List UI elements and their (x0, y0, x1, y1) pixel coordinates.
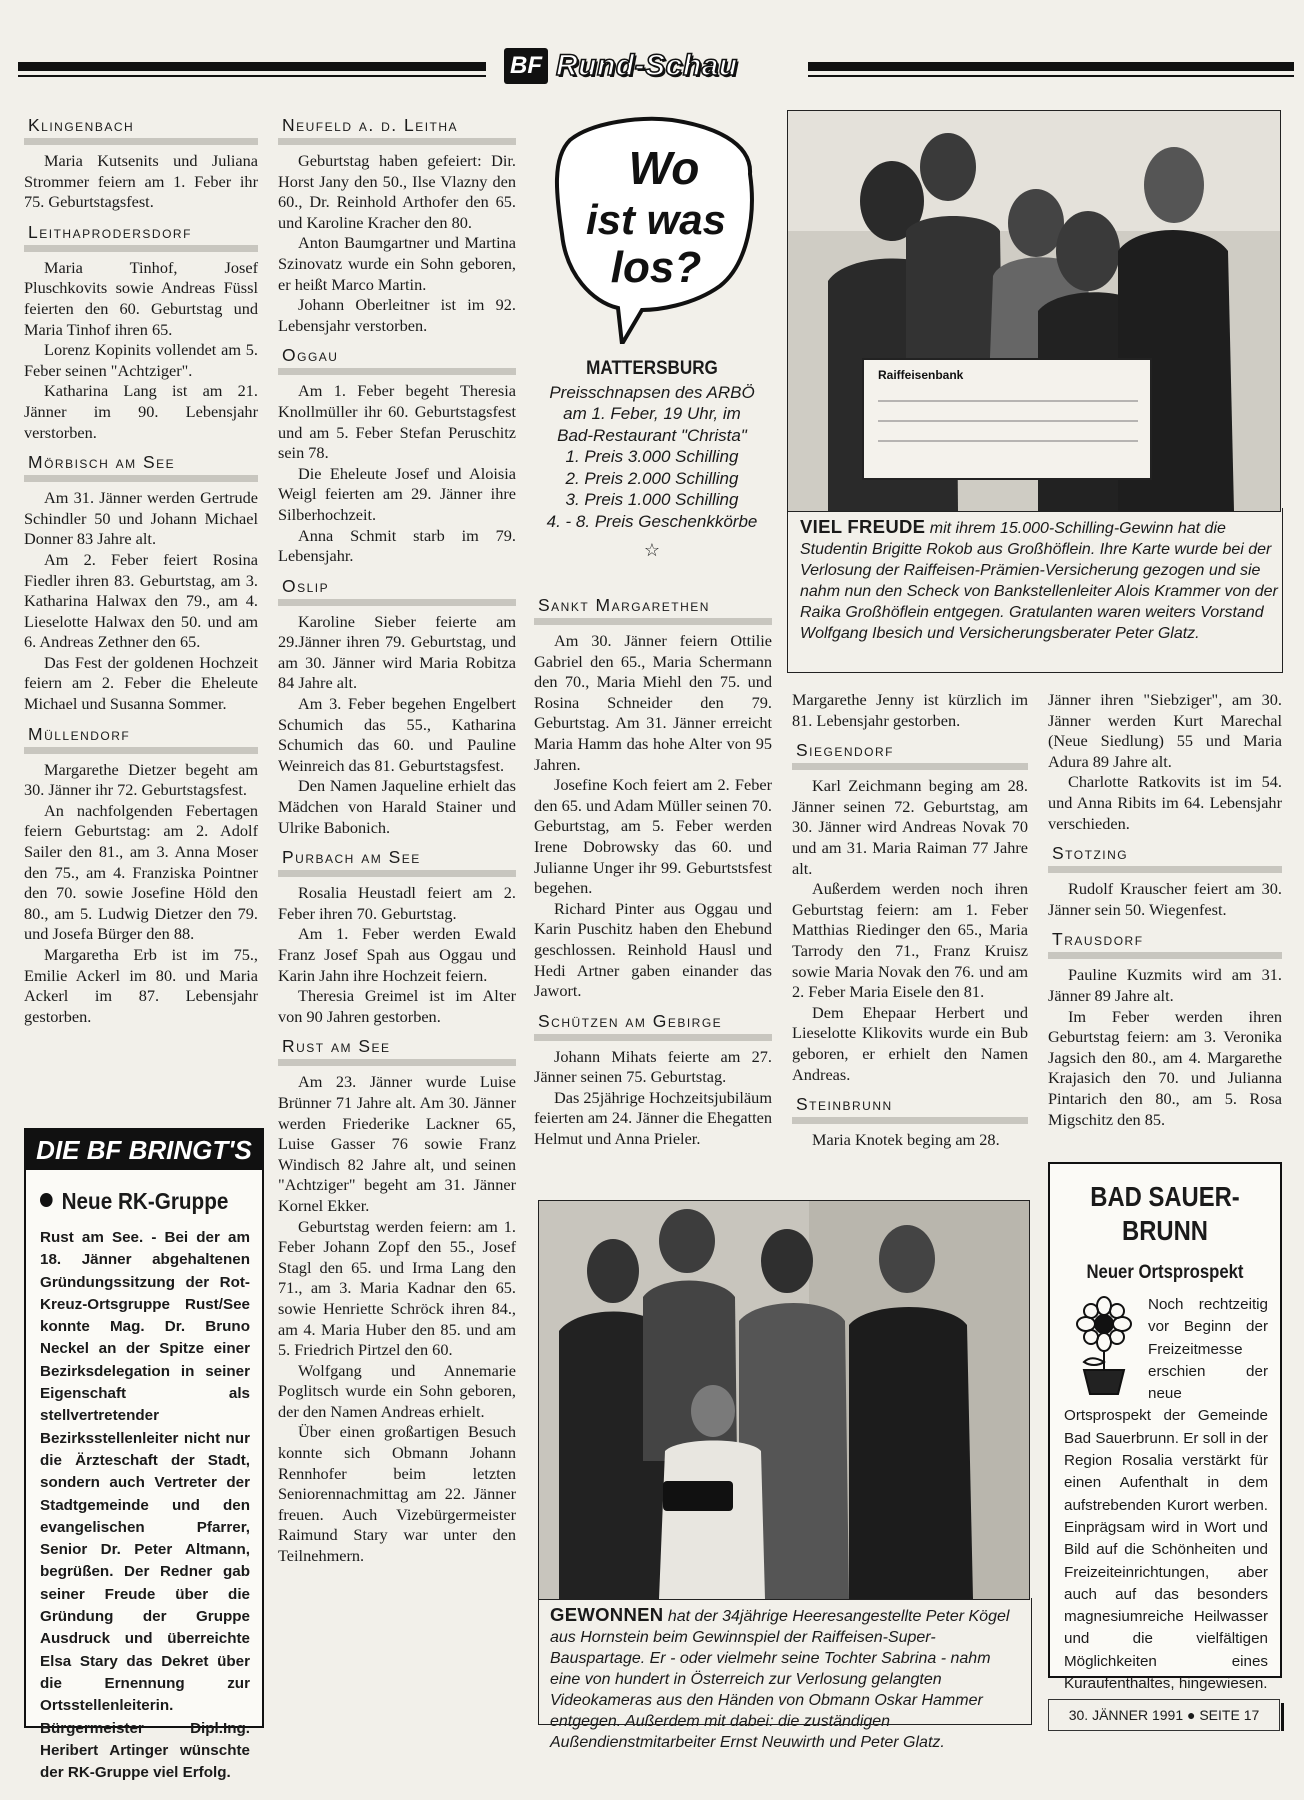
photo1-caption-lead: VIEL FREUDE (800, 516, 926, 537)
photo2-caption-frame (538, 1598, 1032, 1725)
article-paragraph: Am 3. Feber begehen Engelbert Schumich das 55., Katharina Schumich das 60. und Pauline Weinreich das 81. Geburtstagsfest. (278, 694, 516, 775)
bubble-line-3: los? (610, 243, 702, 292)
article-paragraph: Am 1. Feber begeht Theresia Knollmüller ihr 60. Geburtstagsfest und am 5. Feber Stefan Peruschitz sein 78. (278, 381, 516, 463)
bs-title-line1: BAD SAUER- (1090, 1181, 1240, 1212)
section-heading: Leithaprodersdorf (24, 219, 258, 252)
photo-viel-freude (787, 110, 1281, 512)
column-1 (24, 112, 258, 1027)
article-paragraph: Karl Zeichmann beging am 28. Jänner seinen 72. Geburtstag, am 30. Jänner wird Andreas Novak 70 und am 31. Maria Raiman 77 Jahre alt. (792, 776, 1028, 878)
article-paragraph: An nachfolgenden Febertagen feiern Geburtstag: am 2. Adolf Sailer den 81., am 3. Anna Moser den 75., am 4. Franziska Pointner den 70. sowie Josefine Höld den 80., am 5. Ludwig Dietzer den 79. und Josefa Bürger den 88. (24, 800, 258, 944)
bf-box-text: Rust am See. - Bei der am 18. Jänner abgehaltenen Gründungssitzung der Rot-Kreuz-Ortsgruppe Rust/See konnte Mag. Dr. Bruno Neckel an der Spitze einer Bezirksdelegation in seiner Eigenschaft als stellvertretender Bezirksstellenleiter nicht nur die Ärzteschaft der Stadt, sondern auch Vertreter der Stadtgemeinde und den evangelischen Pfarrer, Senior Dr. Peter Altmann, begrüßen. Der Redner gab seiner Freude über die Gründung der Gruppe Ausdruck und überreichte Elsa Stary das Dekret über die Ernennung zur Ortsstellenleiterin. Bürgermeister Dipl.Ing. Heribert Artinger wünschte der RK-Gruppe viel Erfolg. (40, 1229, 250, 1782)
section-heading: Mörbisch am See (24, 449, 258, 482)
article-paragraph: Über einen großartigen Besuch konnte sich Obmann Johann Rennhofer beim letzten Seniorennachmittag am 22. Jänner freuen. Auch Vizebürgermeister Raimund Stary war unter den Teilnehmern. (278, 1422, 516, 1566)
article-paragraph: Rudolf Krauscher feiert am 30. Jänner sein 50. Wiegenfest. (1048, 879, 1282, 919)
bad-sauerbrunn-box (1048, 1162, 1282, 1693)
star-icon: ☆ (643, 540, 661, 560)
bank-sign-text: Raiffeisenbank (878, 368, 964, 382)
page-footer: 30. JÄNNER 1991 ● SEITE 17 (1048, 1699, 1280, 1731)
section-heading: Müllendorf (24, 721, 258, 754)
column-4 (792, 690, 1028, 1151)
article-paragraph: Anton Baumgartner und Martina Szinovatz wurde ein Sohn geboren, er heißt Marco Martin. (278, 233, 516, 294)
article-paragraph: Theresia Greimel ist im Alter von 90 Jahren gestorben. (278, 986, 516, 1026)
article-paragraph: Margaretha Erb ist im 75., Emilie Ackerl im 80. und Maria Ackerl im 87. Lebensjahr gestorben. (24, 945, 258, 1026)
event-town: MATTERSBURG (586, 358, 718, 379)
article-paragraph: Den Namen Jaqueline erhielt das Mädchen von Harald Stainer und Ulrike Babonich. (278, 776, 516, 837)
article-paragraph: Wolfgang und Annemarie Poglitsch wurde ein Sohn geboren, der den Namen Andreas erhielt. (278, 1360, 516, 1421)
article-paragraph: Maria Tinhof, Josef Pluschkovits sowie Andreas Füssl feierten den 60. Geburtstag und Maria Tinhof ihren 65. (24, 257, 258, 339)
bubble-line-1: Wo (628, 142, 700, 194)
section-heading: Purbach am See (278, 844, 516, 877)
photo2-caption-text: hat der 34jährige Heeresangestellte Peter Kögel aus Hornstein beim Gewinnspiel der Raiffeisen-Super-Bauspartage. Er - oder vielmehr seine Tochter Sabrina - nahm eine von hundert in Österreich zur Verlosung gelangten Videokameras aus den Händen von Obmann Oskar Hammer entgegen. Außerdem mit dabei: die zuständigen Außendienstmitarbeiter Ernst Neuwirth und Peter Glatz. (550, 1608, 1010, 1751)
bs-subtitle: Neuer Ortsprospekt (1086, 1262, 1244, 1283)
wo-ist-was-los-bubble (552, 114, 762, 344)
section-heading: Sankt Margarethen (534, 592, 772, 625)
article-paragraph: Das 25jährige Hochzeitsjubiläum feierten am 24. Jänner die Ehegatten Helmut und Anna Prieler. (534, 1087, 772, 1149)
article-paragraph: Maria Kutsenits und Juliana Strommer feiern am 1. Feber ihr 75. Geburtstagsfest. (24, 151, 258, 212)
article-paragraph: Geburtstag werden feiern: am 1. Feber Johann Zopf den 55., Josef Stagl den 65. und Irma Lang den 71., am 3. Maria Kadnar den 65. sowie Henriette Schröck ihren 84., am 4. Maria Huber den 85. und am 5. Friedrich Pirtzel den 60. (278, 1216, 516, 1360)
photo2-caption-lead: GEWONNEN (550, 1604, 664, 1625)
bs-text-block (1050, 1294, 1280, 1695)
article-paragraph: Maria Knotek beging am 28. (812, 1130, 1000, 1150)
article-paragraph: Anna Schmit starb im 79. Lebensjahr. (278, 525, 516, 566)
event-listing (534, 358, 770, 571)
bf-bringts-box (24, 1128, 264, 1782)
bs-title-line2: BRUNN (1122, 1215, 1208, 1246)
bf-box-title-text: Neue RK-Gruppe (61, 1188, 229, 1214)
section-heading: Schützen am Gebirge (534, 1008, 772, 1041)
section-heading: Oslip (278, 573, 516, 606)
article-paragraph: Lorenz Kopinits vollendet am 5. Feber seinen "Achtziger". (24, 340, 258, 380)
article-paragraph: Pauline Kuzmits wird am 31. Jänner 89 Jahre alt. (1048, 965, 1282, 1005)
event-line: am 1. Feber, 19 Uhr, im (563, 404, 741, 423)
article-paragraph: Am 2. Feber feiert Rosina Fiedler ihren 83. Geburtstag, am 3. Katharina Halwax den 79., am 4. Lieselotte Halwax den 50. und am 6. Andreas Zethner den 65. (24, 549, 258, 652)
article-paragraph: Katharina Lang ist am 21. Jänner im 90. Lebensjahr verstorben. (24, 381, 258, 442)
bf-logo: BF (504, 48, 548, 84)
header-rule-right (808, 62, 1294, 71)
photo-people-illustration (788, 111, 1280, 511)
section-heading: Trausdorf (1048, 926, 1282, 959)
bf-box-title (40, 1188, 240, 1215)
article-paragraph: Außerdem werden noch ihren Geburtstag feiern: am 1. Feber Matthias Riedinger den 65., Maria Tarrody den 71., Franz Kruisz sowie Maria Novak den 76. und am 2. Feber Maria Eisele den 81. (792, 879, 1028, 1002)
article-paragraph: Richard Pinter aus Oggau und Karin Puschitz haben den Ehebund geschlossen. Reinhold Hausl und Hedi Artner gaben einander das Jawort. (534, 898, 772, 1001)
photo1-caption-frame (787, 508, 1283, 673)
article-paragraph: Die Eheleute Josef und Aloisia Weigl feierten am 29. Jänner ihre Silberhochzeit. (278, 463, 516, 524)
section-heading: Neufeld a. d. Leitha (278, 112, 516, 145)
article-paragraph: Jänner ihren "Siebziger", am 30. Jänner werden Kurt Marechal (Neue Siedlung) 55 und Maria Adura 89 Jahre alt. (1048, 690, 1282, 771)
photo-gewonnen (538, 1200, 1030, 1600)
event-line: 3. Preis 1.000 Schilling (565, 490, 739, 509)
article-paragraph: Am 31. Jänner werden Gertrude Schindler 50 und Johann Michael Donner 83 Jahre alt. (24, 488, 258, 549)
article-paragraph: Josefine Koch feiert am 2. Feber den 65. und Adam Müller seinen 70. Geburtstag, am 5. Feber werden Irene Dobrowsky das 60. und Julianne Unger ihr 99. Geburtstsfest begehen. (534, 775, 772, 898)
article-paragraph: Am 23. Jänner wurde Luise Brünner 71 Jahre alt. Am 30. Jänner werden Friederike Lackner 65, Luise Gasser 76 sowie Franz Windisch 82 Jahre alt, und seinen "Achtziger" begeht am 31. Jänner Kornel Ekker. (278, 1072, 516, 1215)
article-paragraph: Im Feber werden ihren Geburtstag feiern: am 3. Veronika Jagsich den 80., am 4. Margarethe Krajasich den 70. und Julianna Pintarich den 80., am 5. Rosa Migschitz den 85. (1048, 1006, 1282, 1129)
column-3 (534, 592, 772, 1150)
event-line: Preisschnapsen des ARBÖ (549, 382, 755, 402)
article-paragraph: Dem Ehepaar Herbert und Lieselotte Klikovits wurde ein Bub geboren, er erhielt den Namen Andreas. (792, 1002, 1028, 1084)
column-2 (278, 112, 516, 1567)
article-paragraph: Johann Mihats feierte am 27. Jänner seinen 75. Geburtstag. (534, 1046, 772, 1087)
article-paragraph: Am 1. Feber werden Ewald Franz Josef Spah aus Oggau und Karin Jahn ihre Hochzeit feiern. (278, 924, 516, 985)
photo1-caption-text: mit ihrem 15.000-Schilling-Gewinn hat die Studentin Brigitte Rokob aus Großhöflein. Ihre Karte wurde bei der Verlosung der Raiffeisen-Prämien-Versicherung gezogen und sie nahm nun den Scheck von Bankstellenleiter Alois Krammer von der Raika Großhöflein entgegen. Gratulanten waren weiters Vorstand Wolfgang Ibesich und Versicherungsberater Peter Glatz. (800, 520, 1278, 642)
photo-people-illustration-2 (539, 1201, 1029, 1599)
event-line: 2. Preis 2.000 Schilling (565, 468, 739, 488)
bs-title (1067, 1180, 1263, 1248)
article-paragraph: Am 30. Jänner feiern Ottilie Gabriel den 65., Maria Schermann den 70., Maria Miehl den 75. und Rosina Schneider den 79. Geburtstag. Am 31. Jänner erreicht Maria Hamm das hohe Alter von 95 Jahren. (534, 631, 772, 774)
section-heading: Oggau (278, 342, 516, 375)
event-line: 4. - 8. Preis Geschenkkörbe (546, 511, 758, 531)
header-rule-left (18, 62, 486, 71)
bs-text: Noch rechtzeitig vor Beginn der Freizeitmesse erschien der neue Ortsprospekt der Gemeinde Bad Sauerbrunn. Er soll in der Region Rosalia verstärkt für einen Aufenthalt in dem aufstrebenden Kurort werben. Einprägsam wird in Wort und Bild auf die Schönheiten und Freizeiteinrichtungen, aber auch auf das besonders magnesiumreiche Heilwasser und die vielfältigen Möglichkeiten eines Kuraufenthaltes, hingewiesen. (1064, 1296, 1268, 1693)
section-heading: Steinbrunn (792, 1091, 1028, 1124)
article-paragraph: Charlotte Ratkovits ist im 54. und Anna Ribits im 64. Lebensjahr verschieden. (1048, 772, 1282, 833)
article-paragraph: Margarethe Jenny ist kürzlich im 81. Lebensjahr gestorben. (792, 690, 1028, 730)
article-paragraph: Karoline Sieber feierte am 29.Jänner ihren 79. Geburtstag, und am 30. Jänner wird Maria Robitza 84 Jahre alt. (278, 611, 516, 693)
article-paragraph: Das Fest der goldenen Hochzeit feiern am 2. Feber die Eheleute Michael und Susanna Sommer. (24, 652, 258, 714)
flower-pot-icon (1068, 1296, 1140, 1396)
bubble-line-2: ist was (585, 196, 727, 243)
event-line: 1. Preis 3.000 Schilling (565, 447, 739, 466)
page-header (18, 48, 1284, 88)
column-5 (1048, 690, 1282, 1130)
section-heading: Rust am See (278, 1033, 516, 1066)
section-heading: Stotzing (1048, 840, 1282, 873)
article-paragraph: Rosalia Heustadl feiert am 2. Feber ihren 70. Geburtstag. (278, 883, 516, 923)
bullet-icon (40, 1193, 53, 1207)
event-line: Bad-Restaurant "Christa" (557, 425, 747, 445)
section-heading: Siegendorf (792, 737, 1028, 770)
article-paragraph: Johann Oberleitner ist im 92. Lebensjahr verstorben. (278, 295, 516, 335)
bf-bringts-banner: DIE BF BRINGT'S (26, 1130, 262, 1170)
speech-bubble-icon (552, 114, 762, 344)
rubric-title: Rund-Schau (556, 49, 738, 82)
article-paragraph: Geburtstag haben gefeiert: Dir. Horst Jany den 50., Ilse Vlazny den 60., Dr. Reinhold Arthofer den 65. und Karoline Kracher den 80. (278, 151, 516, 232)
section-heading: Klingenbach (24, 112, 258, 145)
article-paragraph: Margarethe Dietzer begeht am 30. Jänner ihr 72. Geburtstagsfest. (24, 759, 258, 800)
